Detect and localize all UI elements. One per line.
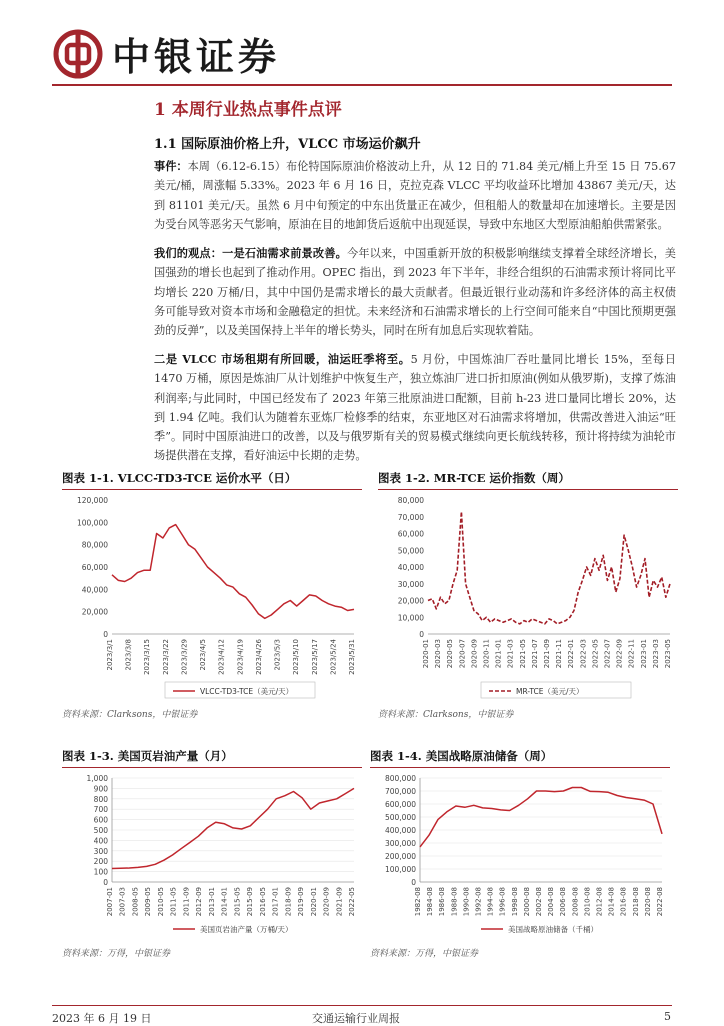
x-tick-label: 1990-08 [462, 887, 471, 917]
x-tick-label: 2007-01 [106, 887, 114, 917]
y-tick-label: 0 [103, 878, 108, 887]
x-tick-label: 2012-09 [195, 887, 204, 917]
y-tick-label: 40,000 [81, 585, 108, 595]
x-tick-label: 2015-09 [246, 887, 255, 917]
x-tick-label: 2023/5/31 [348, 639, 356, 675]
y-tick-label: 300 [93, 846, 108, 856]
x-tick-label: 2000-08 [522, 887, 531, 917]
x-tick-label: 2023/3/1 [106, 639, 114, 671]
x-tick-label: 2020-11 [482, 639, 491, 669]
x-tick-label: 1988-08 [450, 887, 459, 917]
y-tick-label: 600,000 [384, 800, 416, 809]
x-tick-label: 2022-08 [656, 887, 664, 917]
x-tick-label: 2021-11 [555, 639, 564, 669]
x-tick-label: 2023/5/10 [292, 639, 301, 675]
x-tick-label: 1982-08 [414, 887, 422, 917]
y-tick-label: 400 [93, 836, 108, 846]
x-tick-label: 2007-03 [118, 887, 127, 917]
x-tick-label: 1994-08 [486, 887, 495, 917]
x-tick-label: 2002-08 [535, 887, 543, 917]
x-tick-label: 2021-01 [494, 639, 503, 669]
x-tick-label: 2015-05 [233, 887, 242, 917]
x-tick-label: 2023/3/15 [143, 639, 152, 675]
chart-vlcc [62, 470, 362, 488]
x-tick-label: 2023-03 [651, 639, 660, 669]
x-tick-label: 2023/4/19 [236, 639, 245, 675]
y-tick-label: 800,000 [384, 774, 416, 783]
legend-label: VLCC-TD3-TCE（美元/天） [200, 687, 294, 696]
chart-shale-plot [62, 770, 362, 940]
chart-source: 资料来源：Clarksons，中银证券 [378, 710, 514, 720]
x-tick-label: 2016-08 [619, 887, 628, 917]
y-tick-label: 70,000 [397, 512, 424, 522]
x-tick-label: 2012-08 [595, 887, 604, 917]
paragraph-view-2: 二是 VLCC 市场租期有所回暖，油运旺季将至。5 月份，中国炼油厂吞吐量同比增长 15%，至每日 1470 万桶，原因是炼油厂从计划维护中恢复生产，独立炼油厂进口折扣原油(例如从俄罗斯)，支撑了炼油利润率;与此同时，中国已经发布了 2023 年第三批原油进口配额，目前 h-23 进口量同比增长 20%，达到 1.94 亿吨。我们认为随着东亚炼厂检修季的结束，东亚地区对石油需求将增加，供需改善进入油运“旺季”。同时中国原油进口的改善，以及与俄罗斯有关的贸易模式继续向更长航线转移，预计将持续为油轮市场提供潜在支撑，看好油运中长期的走势。 [154, 352, 676, 463]
series-line [428, 512, 670, 624]
x-tick-label: 2020-05 [446, 639, 455, 669]
chart-source: 资料来源：万得，中银证券 [370, 949, 479, 959]
y-tick-label: 0 [411, 878, 416, 887]
y-tick-label: 500,000 [384, 813, 416, 822]
x-tick-label: 2023/4/5 [199, 639, 208, 671]
x-tick-label: 2010-05 [156, 887, 165, 917]
page-number: 5 [664, 1010, 671, 1023]
x-tick-label: 2023/4/12 [217, 639, 226, 675]
y-tick-label: 300,000 [384, 839, 416, 848]
chart-mr [378, 470, 678, 488]
y-tick-label: 20,000 [397, 596, 424, 606]
y-tick-label: 80,000 [397, 496, 424, 505]
footer-date: 2023 年 6 月 19 日 [52, 1012, 152, 1025]
y-tick-label: 50,000 [397, 546, 424, 556]
y-tick-label: 400,000 [384, 826, 416, 835]
section-subtitle: 1.1 国际原油价格上升，VLCC 市场运价飙升 [154, 137, 421, 152]
x-tick-label: 2023-05 [664, 639, 672, 669]
chart-source: 资料来源：Clarksons，中银证券 [62, 710, 198, 720]
footer-title: 交通运输行业周报 [312, 1012, 400, 1025]
x-tick-label: 1984-08 [426, 887, 435, 917]
x-tick-label: 2023/5/3 [273, 639, 282, 671]
footer-rule [52, 1005, 672, 1006]
y-tick-label: 120,000 [76, 496, 108, 505]
y-tick-label: 0 [103, 630, 108, 639]
x-tick-label: 1986-08 [438, 887, 447, 917]
y-tick-label: 80,000 [81, 540, 108, 550]
x-tick-label: 2020-01 [309, 887, 318, 917]
x-tick-label: 2021-05 [518, 639, 527, 669]
x-tick-label: 2020-08 [643, 887, 652, 917]
chart-title: 图表 1-1. VLCC-TD3-TCE 运价水平（日） [62, 471, 297, 485]
x-tick-label: 2021-07 [530, 639, 539, 669]
x-tick-label: 2020-07 [458, 639, 467, 669]
x-tick-label: 2022-05 [348, 887, 356, 917]
paragraph-view-1: 我们的观点：一是石油需求前景改善。今年以来，中国重新开放的积极影响继续支撑着全球经济增长，美国强劲的增长也起到了推动作用。OPEC 指出，到 2023 年下半年，非经合组织的石油需求预计将同比平均增长 220 万桶/日，其中中国仍是需求增长的最大贡献者。但最近银行业动荡和许多经济体的高主权债务可能导致对资本市场和金融稳定的担忧。未来经济和石油需求增长的上行空间可能来自“中国比预期更强劲的反弹”，以及美国保持上半年的增长势头，同时在所有加息后实现软着陆。 [154, 246, 676, 338]
y-tick-label: 20,000 [81, 607, 108, 617]
legend-label: 美国页岩油产量（万桶/天） [200, 925, 293, 934]
y-tick-label: 600 [93, 815, 108, 825]
x-tick-label: 1996-08 [498, 887, 507, 917]
header-rule [52, 84, 672, 86]
y-tick-label: 700 [93, 805, 108, 815]
x-tick-label: 1998-08 [510, 887, 519, 917]
y-tick-label: 100,000 [76, 518, 108, 528]
y-tick-label: 700,000 [384, 787, 416, 796]
x-tick-label: 2004-08 [547, 887, 556, 917]
chart-shale [62, 748, 362, 766]
x-tick-label: 2011-09 [182, 887, 191, 917]
legend-label: MR-TCE（美元/天） [516, 687, 584, 696]
chart-title-rule [62, 489, 362, 490]
x-tick-label: 2022-07 [603, 639, 612, 669]
y-tick-label: 800 [93, 794, 108, 804]
y-tick-label: 1,000 [86, 774, 108, 783]
series-line [112, 788, 354, 868]
chart-source: 资料来源：万得，中银证券 [62, 949, 171, 959]
y-tick-label: 500 [93, 826, 108, 835]
x-tick-label: 2023/3/29 [180, 639, 189, 675]
y-tick-label: 60,000 [81, 563, 108, 572]
x-tick-label: 2017-01 [271, 887, 280, 917]
y-tick-label: 200,000 [384, 852, 416, 861]
x-tick-label: 2022-09 [615, 639, 624, 669]
x-tick-label: 2023/3/8 [124, 639, 133, 671]
y-tick-label: 100,000 [384, 865, 416, 874]
chart-title: 图表 1-3. 美国页岩油产量（月） [62, 749, 233, 763]
chart-title: 图表 1-2. MR-TCE 运价指数（周） [378, 471, 570, 485]
chart-title-rule [370, 767, 670, 768]
chart-title-rule [378, 489, 678, 490]
x-tick-label: 2022-01 [567, 639, 576, 669]
x-tick-label: 2014-08 [607, 887, 616, 917]
y-tick-label: 100 [93, 867, 108, 877]
y-tick-label: 30,000 [397, 579, 424, 589]
x-tick-label: 2010-08 [583, 887, 592, 917]
chart-spr [370, 748, 670, 766]
x-tick-label: 2021-09 [335, 887, 344, 917]
x-tick-label: 2023-01 [639, 639, 648, 669]
x-tick-label: 2018-09 [284, 887, 293, 917]
x-tick-label: 1992-08 [474, 887, 483, 917]
x-tick-label: 2020-09 [470, 639, 479, 669]
x-tick-label: 2023/4/26 [254, 639, 263, 675]
x-tick-label: 2022-03 [579, 639, 588, 669]
x-tick-label: 2014-01 [220, 887, 229, 917]
x-tick-label: 2008-05 [131, 887, 140, 917]
x-tick-label: 2022-05 [591, 639, 600, 669]
chart-mr-plot [378, 492, 678, 702]
brand-header [52, 26, 280, 81]
paragraph-event: 事件：本周（6.12-6.15）布伦特国际原油价格波动上升，从 12 日的 71.84 美元/桶上升至 15 日 75.67 美元/桶，周涨幅 5.33%。2023 年 6 月 16 日，克拉克森 VLCC 平均收益环比增加 43867 美元/天，达到 81101 美元/天。虽然 6 月中旬预定的中东出货量正在减少，但租船人的数量却在加速增长。主要是因为受台风等恶劣天气影响，原油在目的地卸货后返航中出现延误，导致中东地区大型原油船舶供需紧张。 [154, 159, 676, 231]
x-tick-label: 2018-08 [631, 887, 640, 917]
y-tick-label: 10,000 [397, 613, 424, 623]
x-tick-label: 2020-09 [322, 887, 331, 917]
x-tick-label: 2013-01 [207, 887, 216, 917]
x-tick-label: 2023/5/17 [310, 639, 319, 675]
chart-vlcc-plot [62, 492, 362, 702]
x-tick-label: 2023/5/24 [329, 639, 338, 675]
x-tick-label: 2020-03 [434, 639, 443, 669]
x-tick-label: 2020-01 [422, 639, 430, 669]
chart-title-rule [62, 767, 362, 768]
chart-title: 图表 1-4. 美国战略原油储备（周） [370, 749, 553, 763]
series-line [112, 525, 354, 619]
chart-spr-plot [370, 770, 670, 940]
x-tick-label: 2006-08 [559, 887, 568, 917]
x-tick-label: 2023/3/22 [161, 639, 170, 675]
x-tick-label: 2009-05 [144, 887, 153, 917]
y-tick-label: 60,000 [397, 529, 424, 539]
y-tick-label: 900 [93, 784, 108, 794]
brand-name: 中银证券 [112, 35, 281, 79]
x-tick-label: 2019-09 [297, 887, 306, 917]
x-tick-label: 2016-05 [258, 887, 267, 917]
x-tick-label: 2011-05 [169, 887, 178, 917]
section-title: 1 本周行业热点事件点评 [154, 100, 342, 120]
x-tick-label: 2022-11 [627, 639, 636, 669]
x-tick-label: 2021-09 [543, 639, 551, 669]
y-tick-label: 200 [93, 857, 108, 867]
x-tick-label: 2008-08 [571, 887, 580, 917]
x-tick-label: 2021-03 [506, 639, 515, 669]
y-tick-label: 40,000 [397, 563, 424, 572]
y-tick-label: 0 [419, 630, 424, 639]
boc-logo-icon [52, 28, 104, 80]
legend-label: 美国战略原油储备（千桶） [508, 925, 598, 934]
